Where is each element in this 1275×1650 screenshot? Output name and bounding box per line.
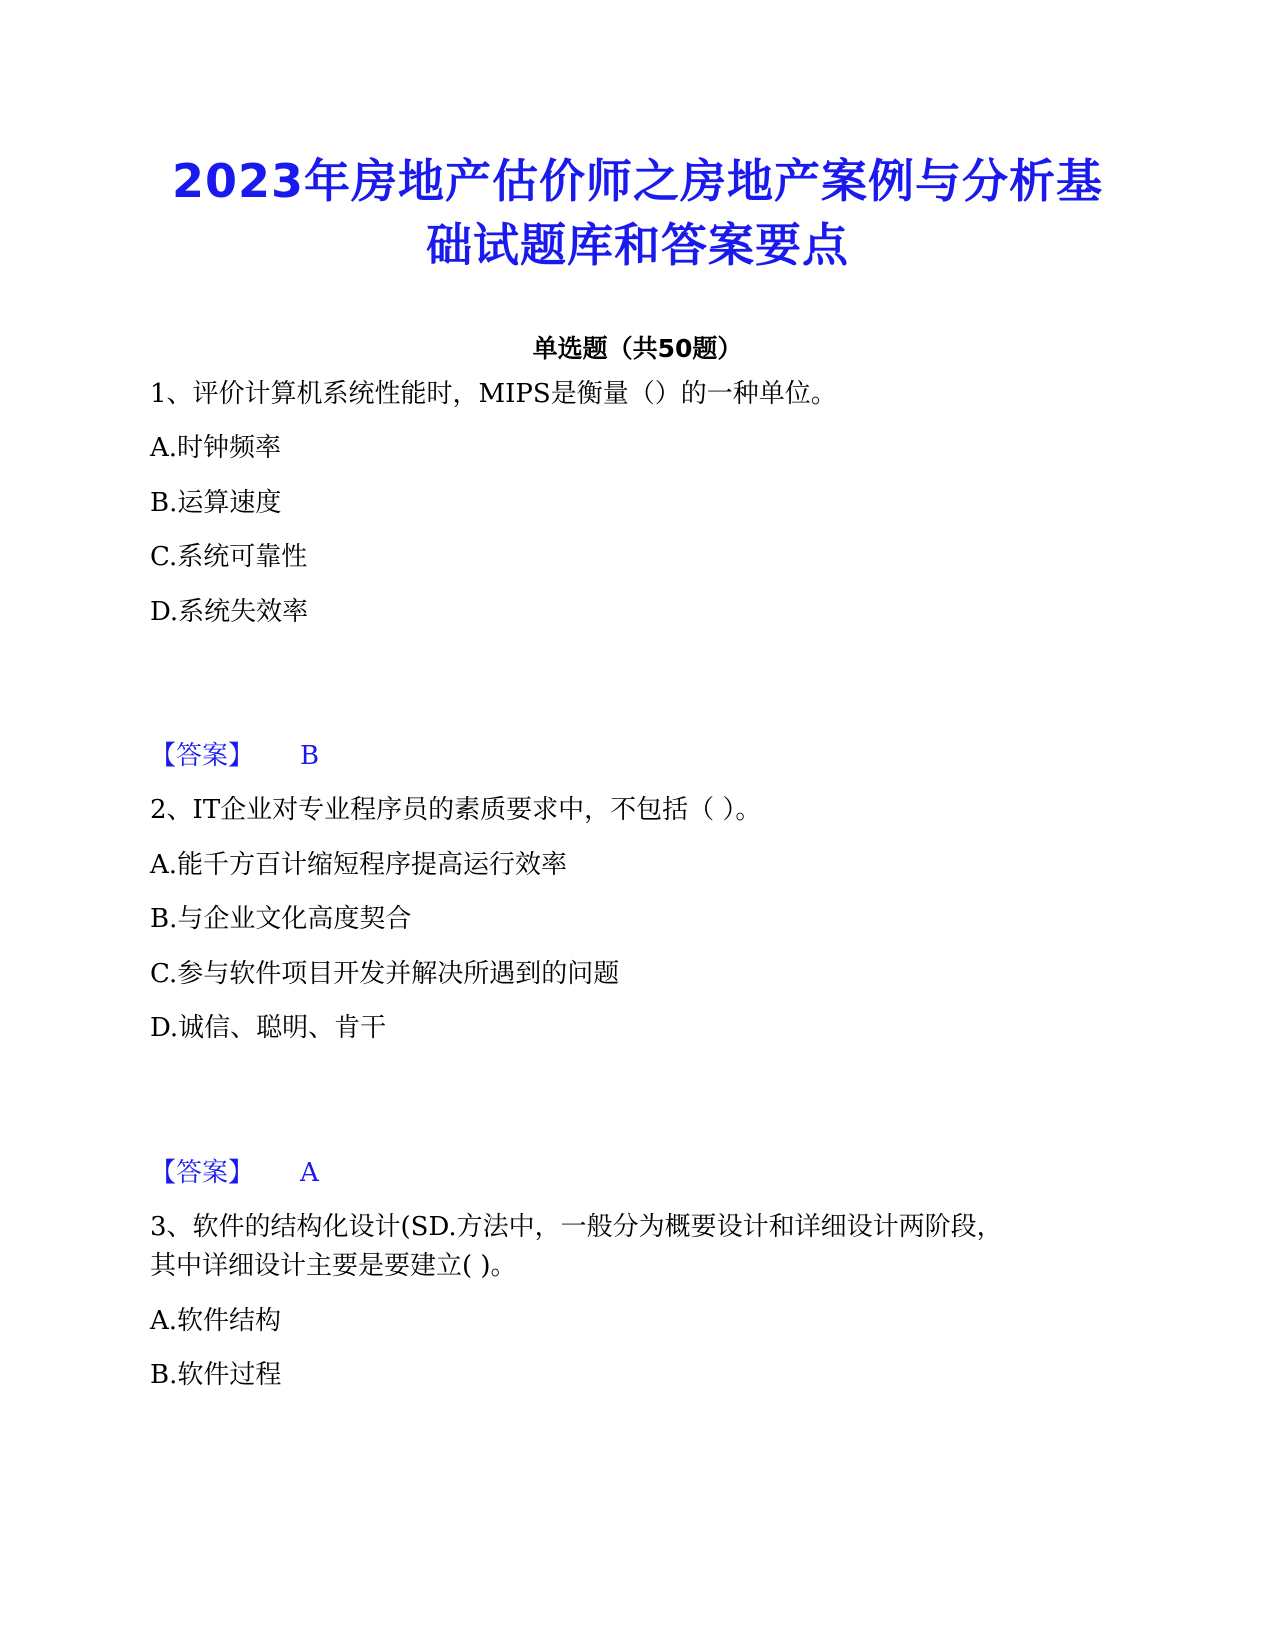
question-1-stem: 1、评价计算机系统性能时，MIPS是衡量（）的一种单位。: [150, 379, 837, 409]
question-3-stem-line-2: 其中详细设计主要是要建立( )。: [150, 1251, 517, 1281]
question-3-option-a: A.软件结构: [150, 1306, 282, 1336]
document-title-line-2: 础试题库和答案要点: [426, 218, 849, 272]
section-heading: 单选题（共50题）: [532, 334, 743, 363]
question-2-option-c: C.参与软件项目开发并解决所遇到的问题: [150, 959, 620, 989]
question-2-option-d: D.诚信、聪明、肯干: [150, 1013, 387, 1043]
answer-value: B: [300, 741, 320, 771]
document-title-line-1: 2023年房地产估价师之房地产案例与分析基: [171, 154, 1104, 208]
answer-label: 【答案】: [150, 741, 255, 771]
question-2-option-a: A.能千方百计缩短程序提高运行效率: [150, 850, 568, 880]
question-1-answer: [150, 738, 319, 774]
question-1-option-b: B.运算速度: [150, 488, 282, 518]
question-1-option-d: D.系统失效率: [150, 597, 309, 627]
answer-value: A: [300, 1158, 319, 1188]
question-1-option-c: C.系统可靠性: [150, 542, 308, 572]
question-3-option-b: B.软件过程: [150, 1360, 282, 1390]
question-1-option-a: A.时钟频率: [150, 433, 282, 463]
question-2-option-b: B.与企业文化高度契合: [150, 904, 412, 934]
question-2-stem: 2、IT企业对专业程序员的素质要求中，不包括（ ）。: [150, 795, 762, 825]
answer-label: 【答案】: [150, 1158, 255, 1188]
question-3-stem-line-1: 3、软件的结构化设计(SD.方法中，一般分为概要设计和详细设计两阶段，: [150, 1212, 1003, 1242]
question-2-answer: [150, 1155, 319, 1191]
